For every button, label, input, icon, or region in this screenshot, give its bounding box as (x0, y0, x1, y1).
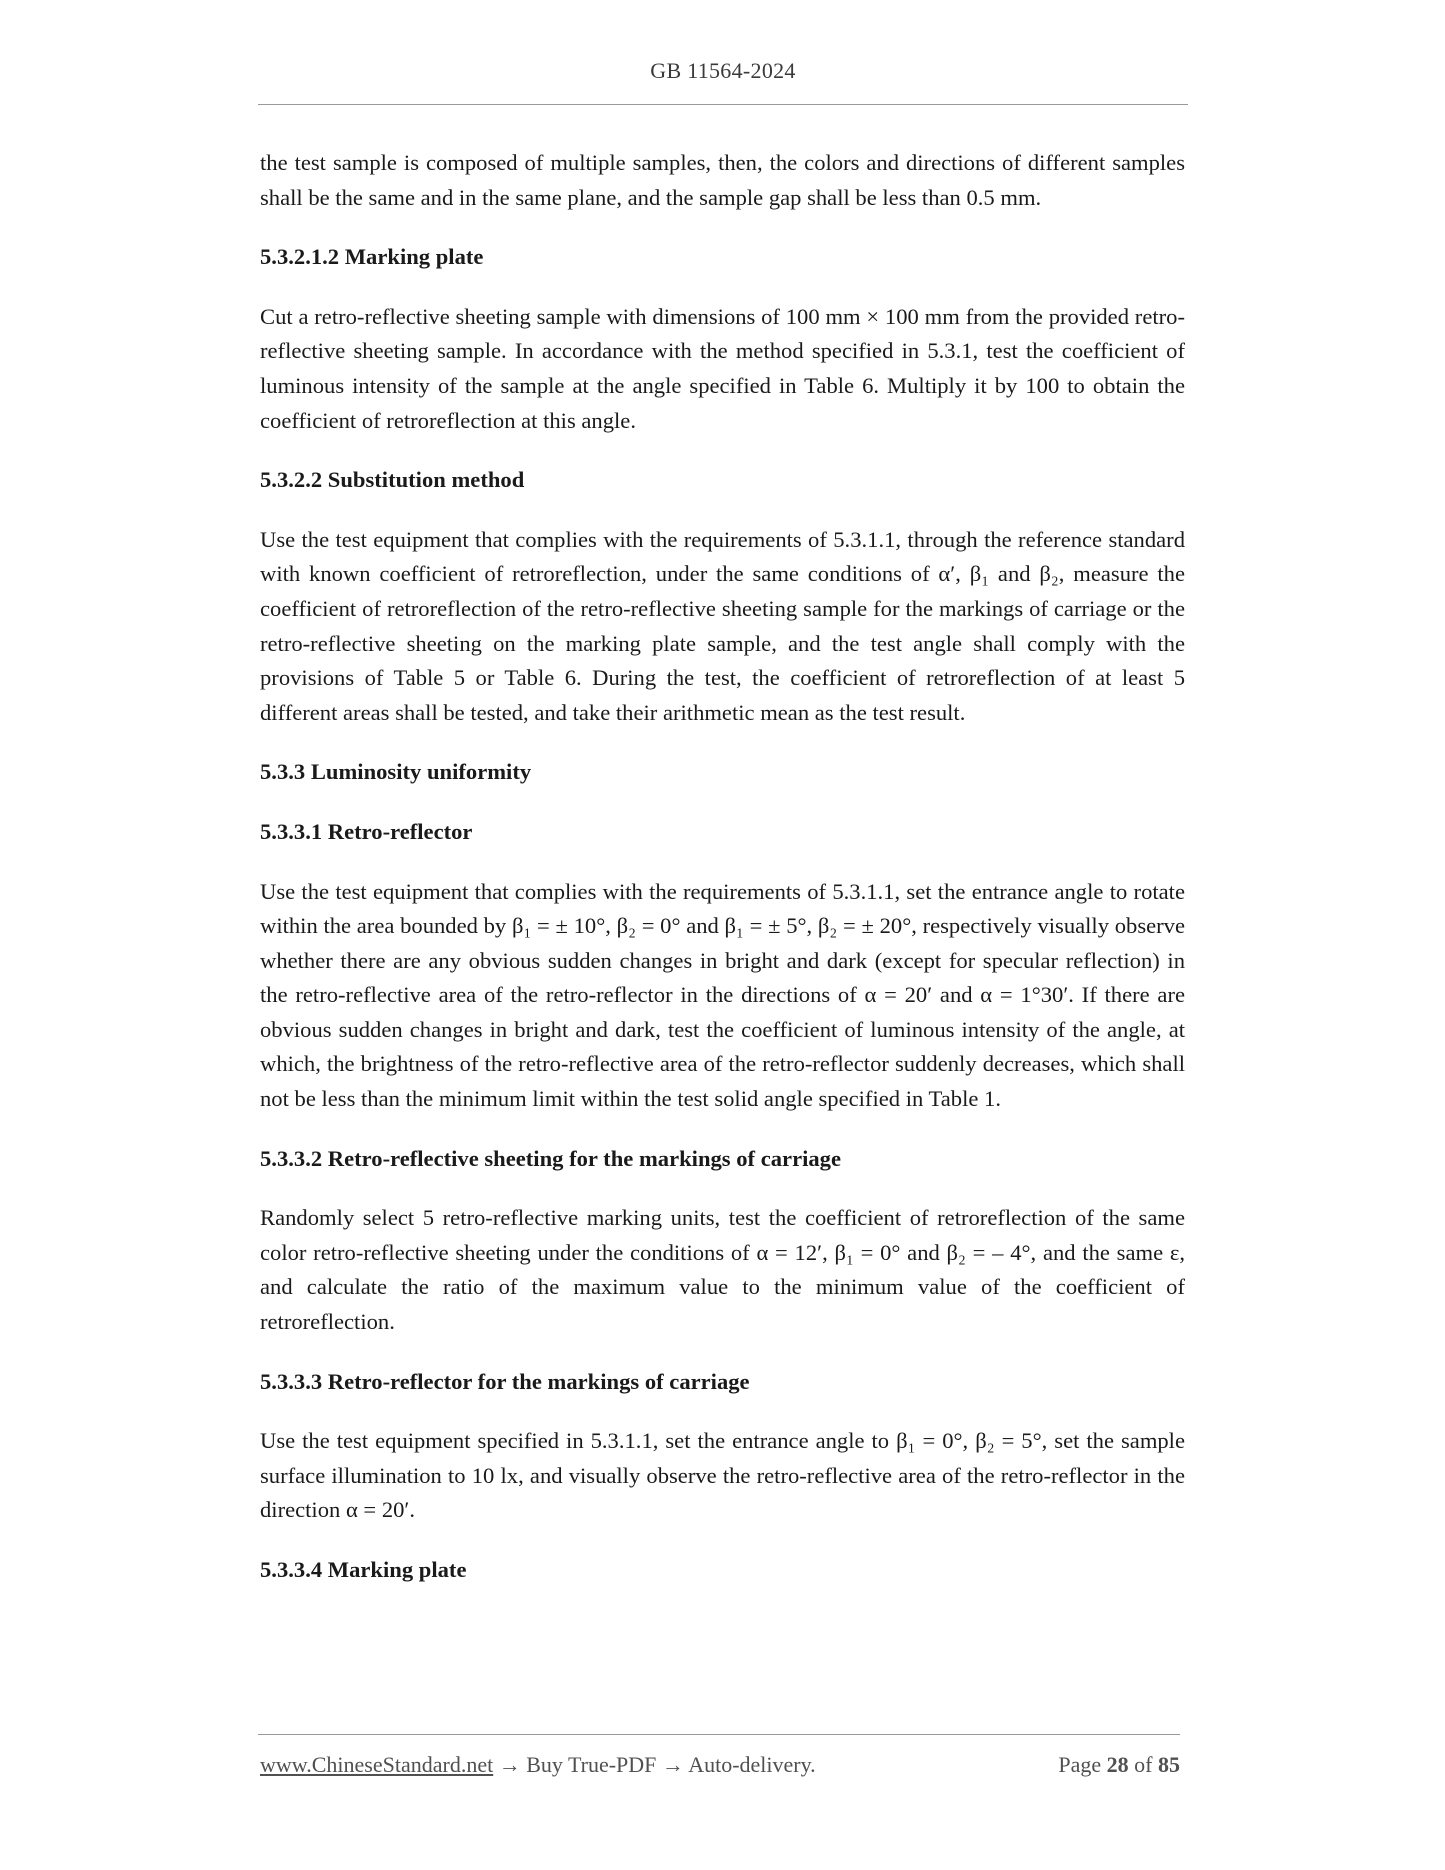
heading-5-3-2-1-2: 5.3.2.1.2 Marking plate (260, 244, 484, 270)
heading-5-3-2-2: 5.3.2.2 Substitution method (260, 467, 525, 493)
footer-promo (260, 1752, 816, 1778)
paragraph-marking-plate: Cut a retro-reflective sheeting sample with dimensions of 100 mm × 100 mm from the provided retro-reflective sheeting sample. In accordance with the method specified in 5.3.1, test the coefficient of luminous intensity of the sample at the angle specified in Table 6. Multiply it by 100 to obtain the coefficient of retroreflection at this angle. (260, 303, 1185, 433)
site-link[interactable]: www.ChineseStandard.net (260, 1752, 494, 1777)
footer-divider (258, 1734, 1180, 1735)
heading-5-3-3-1: 5.3.3.1 Retro-reflector (260, 818, 473, 844)
header-divider (258, 104, 1188, 105)
page-footer (260, 1752, 1180, 1782)
paragraph-retro-reflector: Use the test equipment that complies with the requirements of 5.3.1.1, set the entrance angle to rotate within the area bounded by β₁ = ± 10°, β₂ = 0° and β₁ = ± 5°, β₂ = ± 20°, respectively visually observe whether there are any obvious sudden changes in bright and dark (except for specular reflection) in the retro-reflective area of the retro-reflector in the directions of α = 20′ and α = 1°30′. If there are obvious sudden changes in bright and dark, test the coefficient of luminous intensity of the angle, at which, the brightness of the retro-reflective area of the retro-reflector suddenly decreases, which shall not be less than the minimum limit within the test solid angle specified in Table 1. (260, 878, 1185, 1112)
document-header: GB 11564-2024 (650, 58, 796, 83)
paragraph-substitution-method: Use the test equipment that complies with the requirements of 5.3.1.1, through the reference standard with known coefficient of retroreflection, under the same conditions of α′, β₁ and β₂, measure the coefficient of retroreflection of the retro-reflective sheeting sample for the markings of carriage or the retro-reflective sheeting on the marking plate sample, and the test angle shall comply with the provisions of Table 5 or Table 6. During the test, the coefficient of retroreflection of at least 5 different areas shall be tested, and take their arithmetic mean as the test result. (260, 526, 1185, 725)
heading-5-3-3-3: 5.3.3.3 Retro-reflector for the markings of carriage (260, 1368, 750, 1394)
paragraph-sheeting-markings: Randomly select 5 retro-reflective marking units, test the coefficient of retroreflection of the same color retro-reflective sheeting under the conditions of α = 12′, β₁ = 0° and β₂ = – 4°, and the same ε, and calculate the ratio of the maximum value to the minimum value of the coefficient of retroreflection. (260, 1205, 1185, 1335)
of-label: of (1134, 1752, 1153, 1777)
heading-5-3-3-2: 5.3.3.2 Retro-reflective sheeting for the markings of carriage (260, 1145, 841, 1171)
page-body (260, 146, 1185, 1613)
page-number: 28 (1106, 1752, 1129, 1777)
paragraph-retro-reflector-carriage: Use the test equipment specified in 5.3.1.1, set the entrance angle to β₁ = 0°, β₂ = 5°, set the sample surface illumination to 10 lx, and visually observe the retro-reflective area of the retro-reflector in the direction α = 20′. (260, 1428, 1185, 1523)
heading-5-3-3: 5.3.3 Luminosity uniformity (260, 759, 532, 785)
promo-text: → Buy True-PDF → Auto-delivery. (493, 1752, 816, 1777)
heading-5-3-3-4: 5.3.3.4 Marking plate (260, 1557, 467, 1582)
paragraph-intro: the test sample is composed of multiple samples, then, the colors and directions of different samples shall be the same and in the same plane, and the sample gap shall be less than 0.5 mm. (260, 150, 1185, 210)
page-indicator (1058, 1752, 1180, 1778)
page-label: Page (1058, 1752, 1102, 1777)
page-total: 85 (1158, 1752, 1180, 1777)
